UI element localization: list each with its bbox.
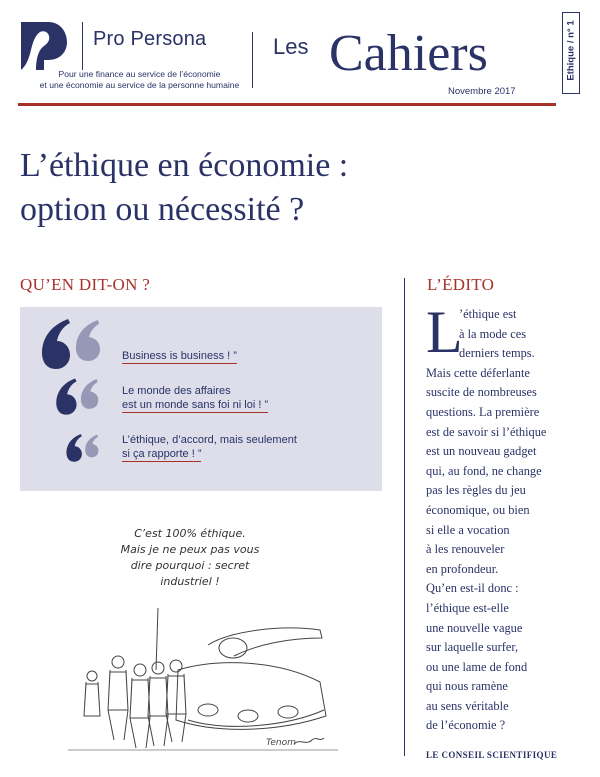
title-line1: L’éthique en économie : — [20, 147, 349, 184]
publication-les: Les — [273, 34, 309, 59]
cartoon-caption-line: dire pourquoi : secret — [130, 559, 250, 572]
page-title — [20, 144, 560, 232]
edito-line: est un nouveau gadget — [426, 444, 537, 459]
tagline-line1: Pour une finance au service de l’économie — [58, 69, 221, 79]
tagline — [22, 69, 257, 91]
edito-line: si elle a vocation — [426, 522, 510, 537]
edito-line: qui, au fond, ne change — [426, 463, 542, 478]
quote-2-line2: est un monde sans foi ni loi ! ” — [122, 399, 269, 411]
quote-mark-icon — [42, 317, 102, 375]
quote-2-line1: Le monde des affaires — [122, 385, 231, 397]
edito-dropcap: L — [426, 299, 463, 365]
edito-line: de l’économie ? — [426, 718, 506, 733]
quote-1 — [122, 349, 237, 363]
brand-divider — [82, 22, 83, 70]
quote-3-line2: si ça rapporte ! ” — [122, 448, 202, 460]
edito-line: suscite de nombreuses — [426, 385, 537, 400]
edito-line: au sens véritable — [426, 698, 509, 713]
cartoon-caption-line: Mais je ne peux pas vous — [120, 543, 260, 556]
edito-line: est de savoir si l’éthique — [426, 424, 547, 439]
edito-line: Mais cette déferlante — [426, 365, 530, 380]
tagline-line2: et une économie au service de la personne humaine — [39, 80, 240, 90]
edito-line: l’éthique est-elle — [426, 600, 509, 615]
quote-1-line1: Business is business ! ” — [122, 350, 237, 362]
edito-text — [426, 299, 566, 736]
edito-line: qui nous ramène — [426, 679, 508, 694]
quote-2 — [122, 384, 268, 412]
title-line2: option ou nécessité ? — [20, 191, 305, 228]
brand-name: Pro Persona — [93, 28, 207, 50]
cartoon-caption-line: C’est 100% éthique. — [134, 527, 246, 540]
edito-line: à la mode ces — [459, 326, 527, 341]
quote-mark-icon — [66, 433, 100, 465]
issue-badge — [562, 12, 580, 94]
edito-line: économique, ou bien — [426, 502, 530, 517]
header-divider — [252, 32, 253, 88]
edito-line: une nouvelle vague — [426, 620, 523, 635]
quote-3-line1: L’éthique, d’accord, mais seulement — [122, 434, 297, 446]
quote-box — [20, 307, 382, 491]
quotes-heading: QU’EN DIT-ON ? — [20, 275, 151, 294]
quote-mark-icon — [56, 377, 100, 419]
edito-line: derniers temps. — [459, 346, 535, 361]
edito-line: ’éthique est — [459, 307, 517, 321]
edito-line: pas les règles du jeu — [426, 483, 526, 498]
issue-date: Novembre 2017 — [448, 86, 516, 97]
quote-3 — [122, 433, 297, 461]
edito-line: à les renouveler — [426, 542, 505, 557]
header-rule — [18, 103, 556, 106]
edito-signature: LE CONSEIL SCIENTIFIQUE — [426, 750, 558, 760]
edito-line: questions. La première — [426, 404, 540, 419]
edito-heading: L’ÉDITO — [427, 275, 495, 294]
cartoon-signature: Tenom — [266, 738, 296, 748]
edito-line: en profondeur. — [426, 561, 499, 576]
edito-line: Qu’en est-il donc : — [426, 581, 519, 596]
edito-line: ou une lame de fond — [426, 659, 528, 674]
edito-line: sur laquelle surfer, — [426, 640, 519, 655]
cartoon-caption-line: industriel ! — [160, 575, 220, 588]
cartoon-caption — [90, 526, 290, 590]
issue-label: Ethique / n° 1 — [565, 20, 577, 81]
column-divider — [404, 278, 405, 756]
pro-persona-logo-icon — [18, 20, 68, 72]
publication-cahiers: Cahiers — [329, 25, 488, 82]
